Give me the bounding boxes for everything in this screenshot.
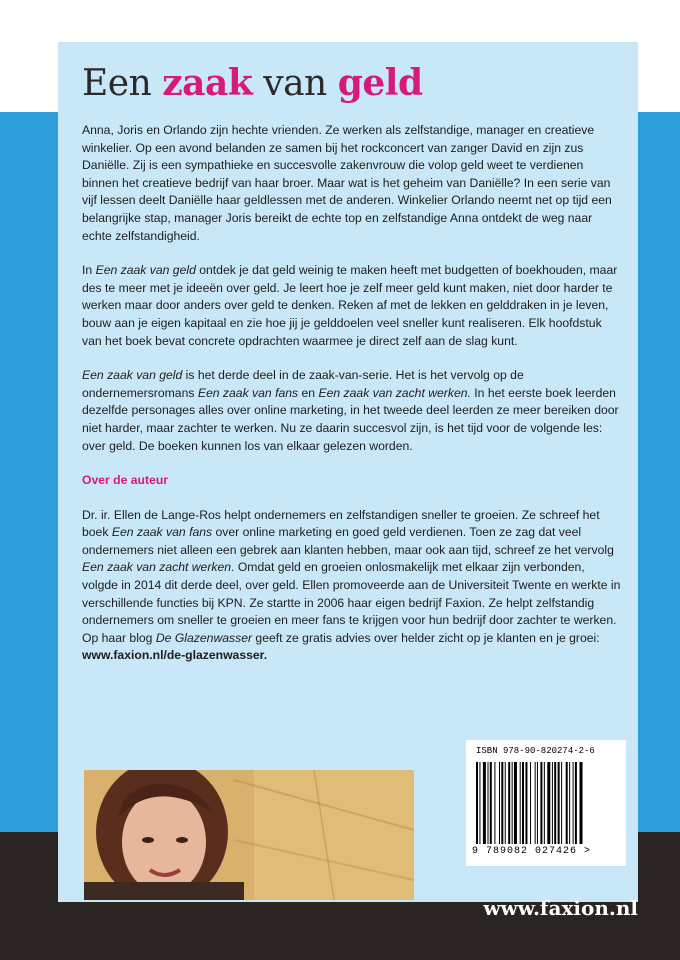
text-span: Dr. ir. Ellen de Lange-Ros helpt ondernemers en zelfstandigen sneller te groeien. Ze schreef het boek <box>82 507 600 540</box>
blog-link[interactable]: www.faxion.nl/de-glazenwasser. <box>82 648 268 663</box>
book-title-italic: Een zaak van geld <box>82 368 183 383</box>
text-span: geeft ze gratis advies over helder zicht op je klanten en je groei: <box>252 630 600 645</box>
text-span: In het eerste boek leerden dezelfde personages alles over online marketing, in het tweede deel leerden ze meer bereiken door niet harder, maar zachter te werken. Nu ze daarin succesvol zijn, is het tijd voor de volgende les: over geld. De boeken kunnen los van elkaar gelezen worden. <box>82 385 619 453</box>
text-span: over online marketing en goed geld verdienen. Toen ze zag dat veel ondernemers niet alleen een gebrek aan klanten hebben, maar ook aan tijd, schreef ze het vervolg <box>82 525 614 557</box>
title-word-2: zaak <box>162 62 253 104</box>
book-title-italic: Een zaak van zacht werken <box>82 560 232 575</box>
paragraph-book <box>82 262 622 350</box>
author-photo <box>84 770 414 900</box>
paragraph-story: Anna, Joris en Orlando zijn hechte vrienden. Ze werken als zelfstandige, manager en creatieve winkelier. Op een avond belanden ze samen bij het rockconcert van zanger David en zijn zus Daniëlle. Zij is een sympathieke en succesvolle zakenvrouw die volop geld weet te verdienen binnen het creatieve bedrijf van haar broer. Maar wat is het geheim van Daniëlle? In een serie van vijf lessen deelt Daniëlle haar geldlessen met de anderen. Winkelier Orlando neemt net op tijd een belangrijke stap, manager Joris bereikt de echte top en zelfstandige Anna ontdekt de weg naar echte zelfstandigheid. <box>82 123 612 243</box>
book-title-italic: Een zaak van geld <box>95 263 196 278</box>
isbn-barcode <box>466 740 626 866</box>
text-span: ontdek je dat geld weinig te maken heeft met budgetten of boekhouden, maar des te meer met je ideeën over geld. Je leert hoe je zelf meer geld kunt maken, niet door harder te werken maar door anders over geld te denken. Reken af met de lekken en gelddraken in je leven, bouw aan je eigen kapitaal en zie hoe jij je gelddoelen veel sneller kunt realiseren. Elk hoofdstuk van het boek bevat concrete opdrachten waarmee je direct zelf aan de slag kunt. <box>82 263 618 348</box>
paragraph-author <box>82 507 622 665</box>
title-word-4: geld <box>337 62 423 104</box>
isbn-label: ISBN 978-90-820274-2-6 <box>476 746 595 756</box>
blog-name-italic: De Glazenwasser <box>155 630 253 645</box>
text-span: is het derde deel in de zaak-van-serie. Het is het vervolg op de ondernemersromans <box>82 368 524 400</box>
publisher-url[interactable]: www.faxion.nl <box>483 896 638 920</box>
book-title <box>82 62 423 104</box>
book-title-italic: Een zaak van fans <box>197 385 299 400</box>
barcode-bars <box>476 762 616 844</box>
title-word-3: van <box>263 63 327 104</box>
text-span: . Omdat geld en groeien onlosmakelijk met elkaar zijn verbonden, volgde in 2014 dit derde deel, over geld. Ellen promoveerde aan de Universiteit Twente en werkte in verschillende functies bij KPN. Ze startte in 2006 haar eigen bedrijf Faxion. Ze helpt zelfstandig ondernemers om sneller te groeien en meer fans te krijgen voor hun bedrijf door zachter te werken. Op haar blog <box>82 560 621 645</box>
author-portrait-image <box>84 770 414 900</box>
text-span: en <box>298 385 319 400</box>
text-panel <box>58 42 638 902</box>
title-word-1: Een <box>82 63 152 104</box>
author-heading: Over de auteur <box>82 473 169 488</box>
paragraph-series <box>82 367 622 455</box>
barcode-number: 9 789082 027426 > <box>472 846 592 857</box>
blurb <box>82 122 622 682</box>
book-title-italic: Een zaak van fans <box>111 525 213 540</box>
text-span: In <box>82 263 96 278</box>
book-title-italic: Een zaak van zacht werken. <box>318 385 471 400</box>
